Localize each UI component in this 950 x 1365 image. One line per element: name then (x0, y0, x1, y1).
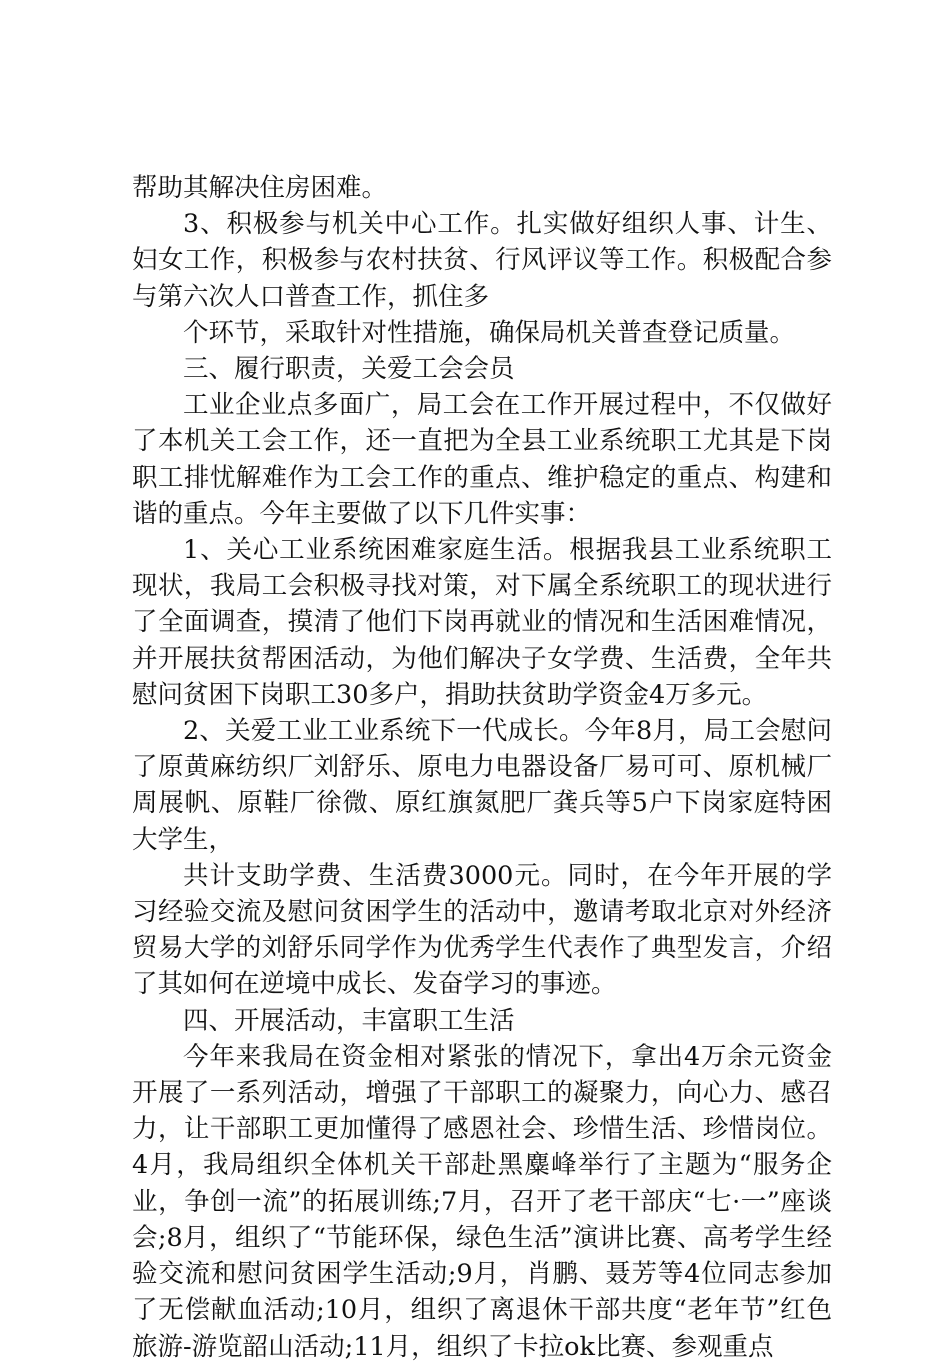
paragraph-6: 1、关心工业系统困难家庭生活。根据我县工业系统职工现状，我局工会积极寻找对策，对下属全系统职工的现状进行了全面调查，摸清了他们下岗再就业的情况和生活困难情况，并开展扶贫帮困活动，为他们解决子女学费、生活费，全年共慰问贫困下岗职工30多户，捐助扶贫助学资金4万多元。 (132, 535, 832, 710)
paragraph-10: 今年来我局在资金相对紧张的情况下，拿出4万余元资金开展了一系列活动，增强了干部职工的凝聚力，向心力、感召力，让干部职工更加懂得了感恩社会、珍惜生活、珍惜岗位。4月，我局组织全体机关干部赴黑麋峰举行了主题为“服务企业，争创一流”的拓展训练;7月，召开了老干部庆“七·一”座谈会;8月，组织了“节能环保，绿色生活”演讲比赛、高考学生经验交流和慰问贫困学生活动;9月，肖鹏、聂芳等4位同志参加了无偿献血活动;10月，组织了离退休干部共度“老年节”红色旅游-游览韶山活动;11月，组织了卡拉ok比赛、参观重点 (132, 1041, 832, 1362)
section-heading-3: 三、履行职责，关爱工会会员 (183, 354, 515, 385)
paragraph-5: 工业企业点多面广，局工会在工作开展过程中，不仅做好了本机关工会工作，还一直把为全县工业系统职工尤其是下岗职工排忧解难作为工会工作的重点、维护稳定的重点、构建和谐的重点。今年主要做了以下几件实事： (132, 390, 832, 529)
paragraph-1: 帮助其解决住房困难。 (132, 173, 388, 203)
paragraph-7: 2、关爱工业工业系统下一代成长。今年8月，局工会慰问了原黄麻纺织厂刘舒乐、原电力电器设备厂易可可、原机械厂周展帆、原鞋厂徐微、原红旗氮肥厂龚兵等5户下岗家庭特困大学生， (132, 716, 832, 855)
paragraph-8: 共计支助学费、生活费3000元。同时，在今年开展的学习经验交流及慰问贫困学生的活动中，邀请考取北京对外经济贸易大学的刘舒乐同学作为优秀学生代表作了典型发言，介绍了其如何在逆境中成长、发奋学习的事迹。 (132, 860, 832, 1000)
paragraph-3: 个环节，采取针对性措施，确保局机关普查登记质量。 (183, 317, 796, 348)
section-heading-4: 四、开展活动，丰富职工生活 (183, 1005, 515, 1036)
paragraph-2: 3、积极参与机关中心工作。扎实做好组织人事、计生、妇女工作，积极参与农村扶贫、行风评议等工作。积极配合参与第六次人口普查工作，抓住多 (132, 209, 832, 312)
document-page (132, 170, 832, 1365)
